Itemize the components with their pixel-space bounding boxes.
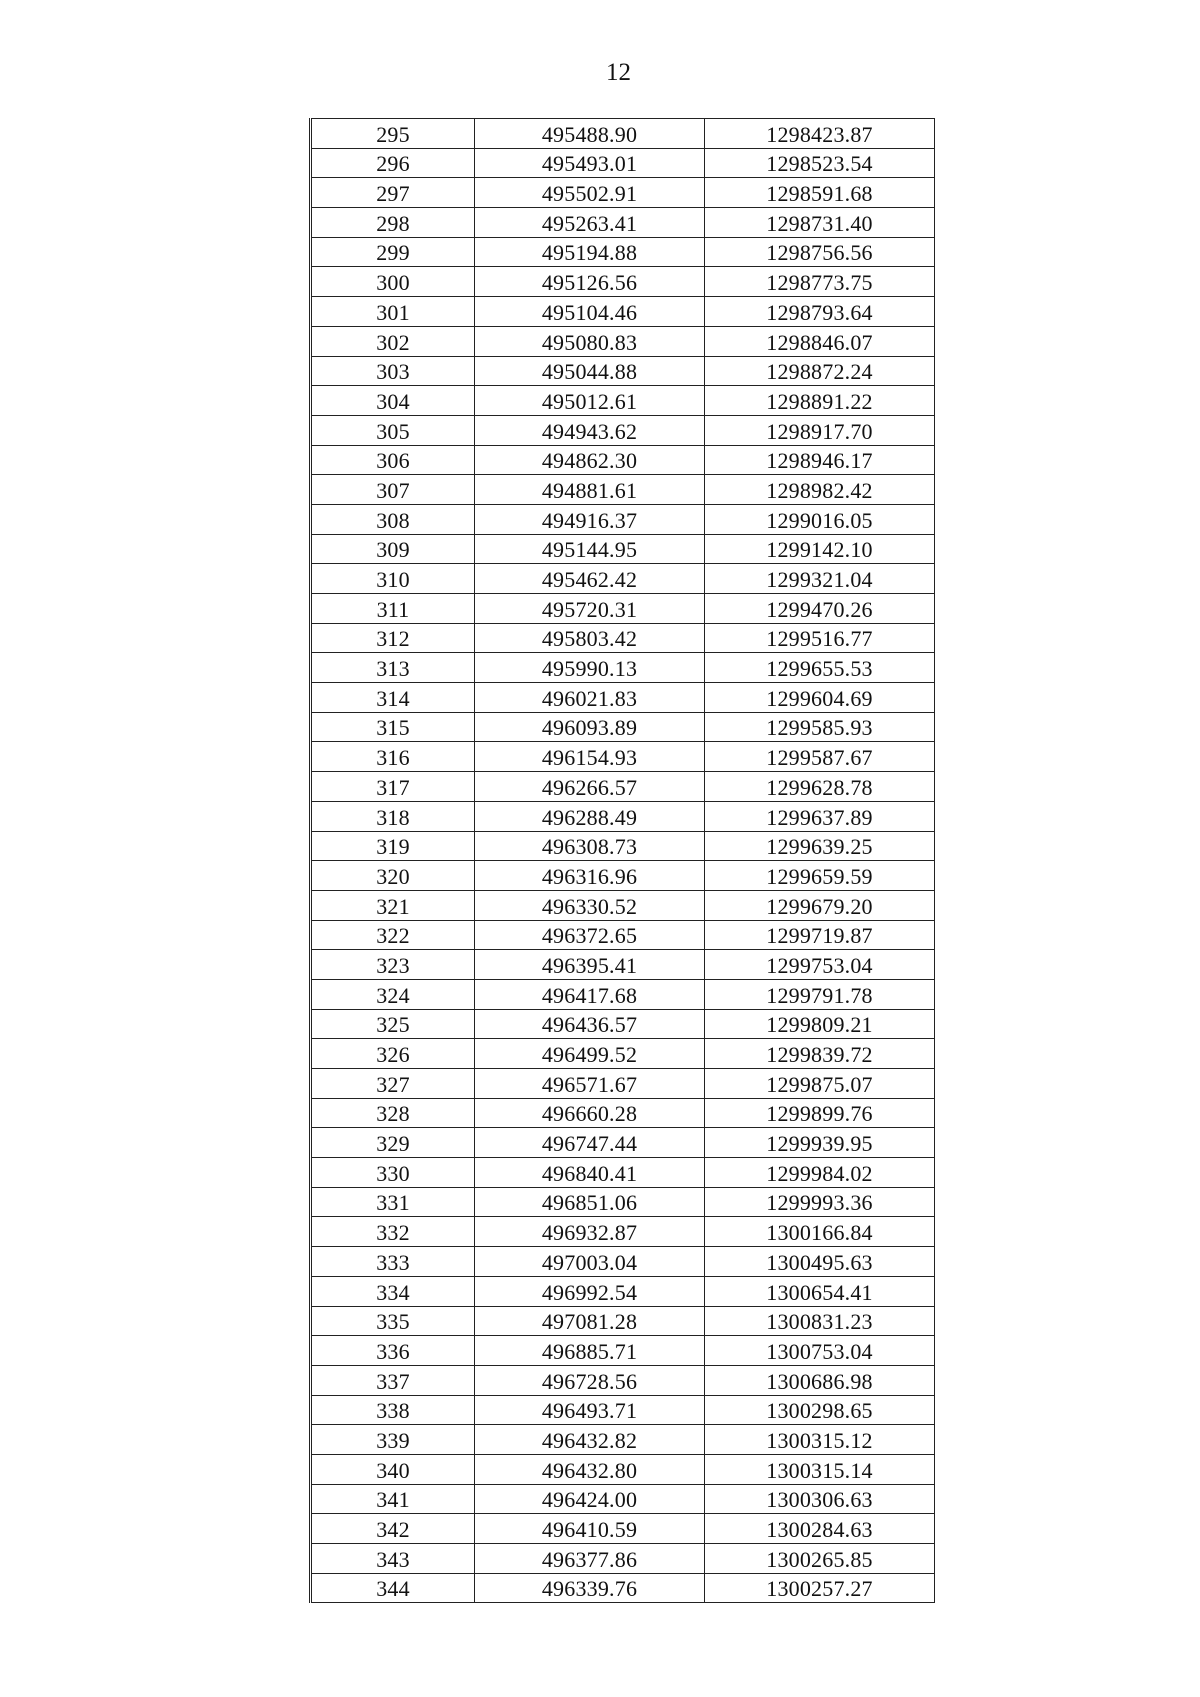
- table-row: [311, 386, 935, 416]
- x-coordinate-cell: 496851.06: [475, 1187, 705, 1217]
- y-coordinate-cell: 1300686.98: [705, 1365, 935, 1395]
- table-row: [311, 1276, 935, 1306]
- y-coordinate-cell: 1298982.42: [705, 475, 935, 505]
- table-row: [311, 237, 935, 267]
- x-coordinate-cell: 496885.71: [475, 1336, 705, 1366]
- table-row: [311, 1009, 935, 1039]
- table-row: [311, 623, 935, 653]
- table-row: [311, 1484, 935, 1514]
- y-coordinate-cell: 1299719.87: [705, 920, 935, 950]
- x-coordinate-cell: 495144.95: [475, 534, 705, 564]
- y-coordinate-cell: 1299585.93: [705, 712, 935, 742]
- y-coordinate-cell: 1299659.59: [705, 861, 935, 891]
- x-coordinate-cell: 496493.71: [475, 1395, 705, 1425]
- coordinates-table: [309, 118, 935, 1603]
- point-number-cell: 314: [311, 683, 475, 713]
- table-row: [311, 861, 935, 891]
- y-coordinate-cell: 1298523.54: [705, 148, 935, 178]
- table-row: [311, 1306, 935, 1336]
- point-number-cell: 329: [311, 1128, 475, 1158]
- point-number-cell: 317: [311, 772, 475, 802]
- point-number-cell: 325: [311, 1009, 475, 1039]
- table-row: [311, 1425, 935, 1455]
- x-coordinate-cell: 496377.86: [475, 1544, 705, 1574]
- y-coordinate-cell: 1300315.12: [705, 1425, 935, 1455]
- point-number-cell: 327: [311, 1069, 475, 1099]
- coordinates-table-body: [311, 119, 935, 1603]
- x-coordinate-cell: 497003.04: [475, 1247, 705, 1277]
- x-coordinate-cell: 496266.57: [475, 772, 705, 802]
- point-number-cell: 337: [311, 1365, 475, 1395]
- y-coordinate-cell: 1299679.20: [705, 890, 935, 920]
- y-coordinate-cell: 1299587.67: [705, 742, 935, 772]
- point-number-cell: 310: [311, 564, 475, 594]
- x-coordinate-cell: 495493.01: [475, 148, 705, 178]
- x-coordinate-cell: 496021.83: [475, 683, 705, 713]
- y-coordinate-cell: 1299628.78: [705, 772, 935, 802]
- point-number-cell: 300: [311, 267, 475, 297]
- x-coordinate-cell: 495104.46: [475, 297, 705, 327]
- table-row: [311, 1158, 935, 1188]
- table-row: [311, 1098, 935, 1128]
- x-coordinate-cell: 496992.54: [475, 1276, 705, 1306]
- point-number-cell: 301: [311, 297, 475, 327]
- point-number-cell: 335: [311, 1306, 475, 1336]
- y-coordinate-cell: 1298793.64: [705, 297, 935, 327]
- point-number-cell: 320: [311, 861, 475, 891]
- point-number-cell: 321: [311, 890, 475, 920]
- point-number-cell: 330: [311, 1158, 475, 1188]
- x-coordinate-cell: 495720.31: [475, 594, 705, 624]
- table-row: [311, 950, 935, 980]
- point-number-cell: 343: [311, 1544, 475, 1574]
- point-number-cell: 338: [311, 1395, 475, 1425]
- y-coordinate-cell: 1300315.14: [705, 1454, 935, 1484]
- point-number-cell: 323: [311, 950, 475, 980]
- point-number-cell: 313: [311, 653, 475, 683]
- table-row: [311, 297, 935, 327]
- y-coordinate-cell: 1298423.87: [705, 119, 935, 149]
- x-coordinate-cell: 496840.41: [475, 1158, 705, 1188]
- y-coordinate-cell: 1298731.40: [705, 208, 935, 238]
- point-number-cell: 319: [311, 831, 475, 861]
- table-row: [311, 1544, 935, 1574]
- point-number-cell: 305: [311, 415, 475, 445]
- x-coordinate-cell: 496747.44: [475, 1128, 705, 1158]
- table-row: [311, 1039, 935, 1069]
- x-coordinate-cell: 496339.76: [475, 1573, 705, 1603]
- point-number-cell: 331: [311, 1187, 475, 1217]
- x-coordinate-cell: 494916.37: [475, 504, 705, 534]
- table-row: [311, 979, 935, 1009]
- x-coordinate-cell: 496308.73: [475, 831, 705, 861]
- y-coordinate-cell: 1300654.41: [705, 1276, 935, 1306]
- x-coordinate-cell: 496432.80: [475, 1454, 705, 1484]
- point-number-cell: 322: [311, 920, 475, 950]
- y-coordinate-cell: 1298773.75: [705, 267, 935, 297]
- x-coordinate-cell: 495044.88: [475, 356, 705, 386]
- y-coordinate-cell: 1300284.63: [705, 1514, 935, 1544]
- table-row: [311, 1069, 935, 1099]
- table-row: [311, 415, 935, 445]
- table-row: [311, 772, 935, 802]
- table-row: [311, 890, 935, 920]
- point-number-cell: 308: [311, 504, 475, 534]
- table-row: [311, 445, 935, 475]
- x-coordinate-cell: 496410.59: [475, 1514, 705, 1544]
- y-coordinate-cell: 1299809.21: [705, 1009, 935, 1039]
- table-row: [311, 208, 935, 238]
- y-coordinate-cell: 1298917.70: [705, 415, 935, 445]
- table-row: [311, 1217, 935, 1247]
- table-row: [311, 1128, 935, 1158]
- x-coordinate-cell: 495803.42: [475, 623, 705, 653]
- point-number-cell: 341: [311, 1484, 475, 1514]
- point-number-cell: 296: [311, 148, 475, 178]
- point-number-cell: 306: [311, 445, 475, 475]
- page-number: 12: [606, 59, 631, 86]
- point-number-cell: 332: [311, 1217, 475, 1247]
- table-row: [311, 475, 935, 505]
- x-coordinate-cell: 495502.91: [475, 178, 705, 208]
- point-number-cell: 303: [311, 356, 475, 386]
- y-coordinate-cell: 1299655.53: [705, 653, 935, 683]
- x-coordinate-cell: 495194.88: [475, 237, 705, 267]
- x-coordinate-cell: 496154.93: [475, 742, 705, 772]
- table-row: [311, 119, 935, 149]
- x-coordinate-cell: 495990.13: [475, 653, 705, 683]
- point-number-cell: 312: [311, 623, 475, 653]
- y-coordinate-cell: 1299984.02: [705, 1158, 935, 1188]
- point-number-cell: 318: [311, 801, 475, 831]
- point-number-cell: 326: [311, 1039, 475, 1069]
- x-coordinate-cell: 496432.82: [475, 1425, 705, 1455]
- x-coordinate-cell: 497081.28: [475, 1306, 705, 1336]
- table-row: [311, 148, 935, 178]
- y-coordinate-cell: 1300306.63: [705, 1484, 935, 1514]
- point-number-cell: 302: [311, 326, 475, 356]
- point-number-cell: 333: [311, 1247, 475, 1277]
- x-coordinate-cell: 495012.61: [475, 386, 705, 416]
- x-coordinate-cell: 495263.41: [475, 208, 705, 238]
- y-coordinate-cell: 1299791.78: [705, 979, 935, 1009]
- x-coordinate-cell: 495488.90: [475, 119, 705, 149]
- y-coordinate-cell: 1298846.07: [705, 326, 935, 356]
- x-coordinate-cell: 496395.41: [475, 950, 705, 980]
- y-coordinate-cell: 1300166.84: [705, 1217, 935, 1247]
- table-row: [311, 564, 935, 594]
- point-number-cell: 309: [311, 534, 475, 564]
- table-row: [311, 920, 935, 950]
- point-number-cell: 295: [311, 119, 475, 149]
- point-number-cell: 340: [311, 1454, 475, 1484]
- x-coordinate-cell: 495126.56: [475, 267, 705, 297]
- y-coordinate-cell: 1299016.05: [705, 504, 935, 534]
- x-coordinate-cell: 495462.42: [475, 564, 705, 594]
- table-row: [311, 712, 935, 742]
- y-coordinate-cell: 1300298.65: [705, 1395, 935, 1425]
- table-row: [311, 326, 935, 356]
- table-row: [311, 1573, 935, 1603]
- point-number-cell: 344: [311, 1573, 475, 1603]
- y-coordinate-cell: 1299604.69: [705, 683, 935, 713]
- x-coordinate-cell: 496436.57: [475, 1009, 705, 1039]
- table-row: [311, 504, 935, 534]
- y-coordinate-cell: 1299939.95: [705, 1128, 935, 1158]
- point-number-cell: 339: [311, 1425, 475, 1455]
- point-number-cell: 315: [311, 712, 475, 742]
- x-coordinate-cell: 496372.65: [475, 920, 705, 950]
- table-row: [311, 178, 935, 208]
- point-number-cell: 307: [311, 475, 475, 505]
- y-coordinate-cell: 1300753.04: [705, 1336, 935, 1366]
- x-coordinate-cell: 495080.83: [475, 326, 705, 356]
- point-number-cell: 304: [311, 386, 475, 416]
- y-coordinate-cell: 1298591.68: [705, 178, 935, 208]
- point-number-cell: 297: [311, 178, 475, 208]
- table-row: [311, 683, 935, 713]
- table-row: [311, 831, 935, 861]
- x-coordinate-cell: 496499.52: [475, 1039, 705, 1069]
- x-coordinate-cell: 496660.28: [475, 1098, 705, 1128]
- x-coordinate-cell: 496316.96: [475, 861, 705, 891]
- point-number-cell: 334: [311, 1276, 475, 1306]
- y-coordinate-cell: 1299637.89: [705, 801, 935, 831]
- x-coordinate-cell: 494943.62: [475, 415, 705, 445]
- table-row: [311, 267, 935, 297]
- table-row: [311, 742, 935, 772]
- y-coordinate-cell: 1298756.56: [705, 237, 935, 267]
- y-coordinate-cell: 1299321.04: [705, 564, 935, 594]
- y-coordinate-cell: 1300495.63: [705, 1247, 935, 1277]
- point-number-cell: 316: [311, 742, 475, 772]
- point-number-cell: 342: [311, 1514, 475, 1544]
- y-coordinate-cell: 1300831.23: [705, 1306, 935, 1336]
- x-coordinate-cell: 496288.49: [475, 801, 705, 831]
- y-coordinate-cell: 1299875.07: [705, 1069, 935, 1099]
- x-coordinate-cell: 496728.56: [475, 1365, 705, 1395]
- y-coordinate-cell: 1299993.36: [705, 1187, 935, 1217]
- x-coordinate-cell: 496932.87: [475, 1217, 705, 1247]
- table-row: [311, 534, 935, 564]
- y-coordinate-cell: 1298891.22: [705, 386, 935, 416]
- x-coordinate-cell: 496571.67: [475, 1069, 705, 1099]
- x-coordinate-cell: 496417.68: [475, 979, 705, 1009]
- table-row: [311, 653, 935, 683]
- table-row: [311, 1514, 935, 1544]
- x-coordinate-cell: 496424.00: [475, 1484, 705, 1514]
- point-number-cell: 298: [311, 208, 475, 238]
- y-coordinate-cell: 1299839.72: [705, 1039, 935, 1069]
- point-number-cell: 336: [311, 1336, 475, 1366]
- table-row: [311, 1395, 935, 1425]
- y-coordinate-cell: 1299142.10: [705, 534, 935, 564]
- y-coordinate-cell: 1298872.24: [705, 356, 935, 386]
- y-coordinate-cell: 1298946.17: [705, 445, 935, 475]
- table-row: [311, 594, 935, 624]
- y-coordinate-cell: 1300257.27: [705, 1573, 935, 1603]
- point-number-cell: 299: [311, 237, 475, 267]
- table-row: [311, 1247, 935, 1277]
- x-coordinate-cell: 494881.61: [475, 475, 705, 505]
- point-number-cell: 311: [311, 594, 475, 624]
- point-number-cell: 328: [311, 1098, 475, 1128]
- table-row: [311, 356, 935, 386]
- y-coordinate-cell: 1299470.26: [705, 594, 935, 624]
- y-coordinate-cell: 1299899.76: [705, 1098, 935, 1128]
- x-coordinate-cell: 496093.89: [475, 712, 705, 742]
- table-row: [311, 801, 935, 831]
- table-row: [311, 1365, 935, 1395]
- y-coordinate-cell: 1299516.77: [705, 623, 935, 653]
- x-coordinate-cell: 494862.30: [475, 445, 705, 475]
- x-coordinate-cell: 496330.52: [475, 890, 705, 920]
- y-coordinate-cell: 1300265.85: [705, 1544, 935, 1574]
- table-row: [311, 1336, 935, 1366]
- point-number-cell: 324: [311, 979, 475, 1009]
- y-coordinate-cell: 1299639.25: [705, 831, 935, 861]
- table-row: [311, 1454, 935, 1484]
- y-coordinate-cell: 1299753.04: [705, 950, 935, 980]
- table-row: [311, 1187, 935, 1217]
